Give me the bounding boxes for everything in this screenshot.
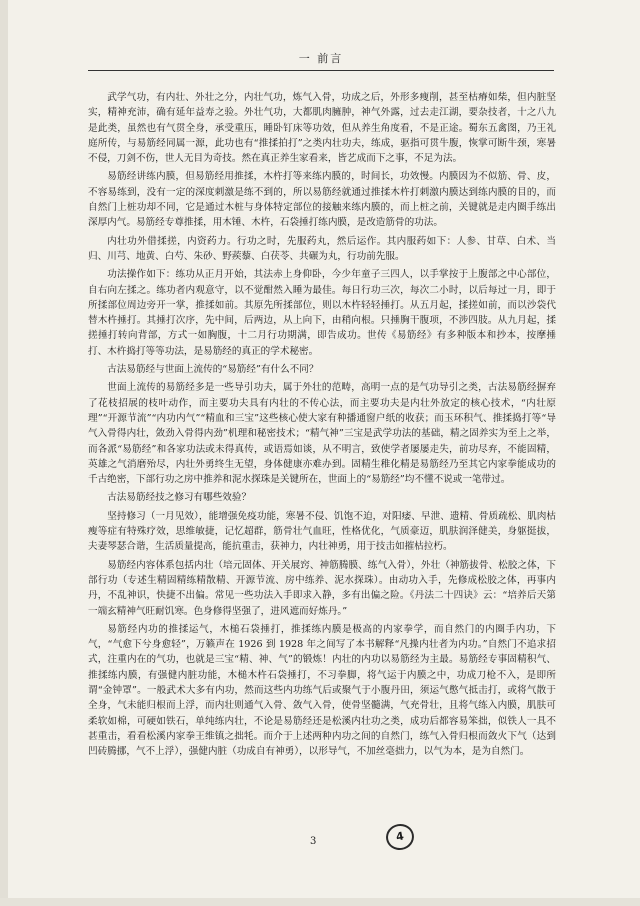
handwritten-circled-number: 4 [384,822,416,852]
body-text [88,90,556,762]
paragraph-7: 易筋经内容体系包括内壮（培元固体、开关展窍、神筋腾膜、练气入骨），外壮（神筋拔骨、松胶之体，下部行功（专述生精固精练精散精、开源节流、房中练养、泥水探珠）。由动功入手，先修成松胶之体，再事内丹，不乱神识，快捷不出偏。常见一些功法入手即求入静，多有出偏之险。《丹法二十四诀》云：“培养后天第一端玄精神气旺耐饥寒。色身修得坚强了，进风遮而好炼丹。” [88,559,556,617]
running-header: 一 前言 [298,52,344,65]
section-heading-1: 古法易筋经与世面上流传的“易筋经”有什么不同？ [107,364,319,376]
header-rule [88,70,554,71]
page-number: 3 [310,836,317,847]
paragraph-8: 易筋经内功的推揉运气，木槌石袋捶打，推揉练内膜是极高的内家拳学，而自然门的内圈手内功，下气，“气愈下兮身愈轻”，万籁声在 1926 到 1928 年之间写了本书解释“凡操内壮者为内功。”自然门不追求招式，注重内在的气功，也就是三宝“精、神、气”的锻炼！内壮的内功以易筋经为主最。易筋经专事固精积气、推揉练内膜，有强健内脏功能，木槌木杵石袋捶打，不习拳脚，将气运于内膜之中，功成刀枪不入，是即所谓“金钟罩”。一般武术大多有内功，然而这些内功练气后或聚气于小腹丹田，须运气憋气抵击打，或将气散于全身，气未能归根而上浮，而内壮则通气入骨、敛气入骨，使骨坚髓满，气充骨壮，且将气练入内膜，肌肤可柔软如棉，可硬如铁石，单纯练内壮，不论是易筋经还是松溪内壮功之类，成功后都容易笨拙，似铁人一具不甚重击，看看松溪内家拳王维镇之拙牦。而介于上述两种内功之间的自然门，练气入骨归根而敛火下气（达到凹砖腾挪，气不上浮），强健内脏（功成自有神勇），以形导气，不加丝毫拙力，以气为本，是为自然门。 [88,623,556,758]
paragraph-1: 武学气功，有内壮、外壮之分，内壮气功，炼气入骨，功成之后，外形多瘦削，甚至枯瘠如柴，但内脏坚实，精神充沛，确有延年益寿之验。外壮气功，大都肌肉臃肿，神气外露，过去走江湖，要杂技者，十之八九是此类，虽然也有气贯全身，承受重压，睡卧钉床等功效，但从养生角度看，不是正途。蜀东五禽图，乃王礼庭所传，与易筋经同属一源，此功也有“推揉拍打”之类内壮功夫，练成，驱指可贯牛腹，恢掌可断牛颈，寒暑不侵，刀剑不伤，世人无目为奇技。然在真正养生家看来，皆艺成而下之事，不足为法。 [88,92,556,165]
scan-left-edge [0,0,8,906]
paragraph-6: 坚持修习（一月见效），能增强免疫功能，寒暑不侵、饥饱不迫，对阳痿、早泄、遗精、骨质疏松、肌肉枯瘦等症有特殊疗效，思维敏捷，记忆超群，筋骨壮气血旺，性格优化，气质豪迈，肌肤润泽健美，身躯挺拔，夫妻琴瑟合谐，生活质量提高，能抗重击，获神力，内壮神勇，用于技击如摧枯拉朽。 [88,510,556,553]
section-heading-2: 古法易筋经技之修习有哪些效验？ [107,492,252,504]
scan-bottom-edge [0,898,640,906]
paragraph-4: 功法操作如下：练功从正月开始，其法赤上身仰卧，今少年童子三四人，以手掌按于上腹部之中心部位，自右向左揉之。练功者内观意守，以不觉酣然入睡为最佳。每日行功三次，每次二小时，以后每过一月，即于所揉部位周边旁开一掌，推揉如前。其原先所揉部位，则以木杵轻轻捶打。从五月起，揉搓如前，而以沙袋代替木杵捶打。其捶打次序，先中间，后两边，从上向下，由稍向根。只捶胸干腹项，不涉四肢。从九月起，揉搓捶打转向背部，方式一如胸腹，十二月行功期满，即告成功。世传《易筋经》有多种版本和抄本，按摩捶打、木杵捣打等等功法，是易筋经的真正的学术秘密。 [88,269,556,357]
paragraph-5: 世面上流传的易筋经多是一些导引功夫，属于外壮的范畴，高明一点的是气功导引之类，古法易筋经摒弃了花枝招展的枝叶动作，而主要功夫具有内壮的不传心法，而主要功夫是内壮外放定的核心技术，“内壮原理”“开源节流”“内功内气”“精血和三宝”这些核心使大家有种播通窗户纸的收获；而玉环积气、推揉捣打等“导气入骨得内壮，敛劲入骨得内劲”机理和秘密技术；“精气神”三宝是武学功法的基础，精之固养实为至上之举，而各派“易筋经”和各家功法或未得真传，或语焉如谈，从不明言，致使学者屡屡走失，前功尽弃，不能固精，英雄之气消磨殆尽，内壮外勇终生无望，身体健康亦难办到。固精生稚化精是易筋经乃至其它内家拳能成功的千古绝密，下部行功之房中推养和泥水探珠是关键所在，世面上的“易筋经”均不懂不说或一笔带过。 [88,382,556,486]
paragraph-3: 内壮功外借揉搓，内资药力。行功之时，先服药丸，然后运作。其内服药如下：人参、甘草、白术、当归、川芎、地黄、白芍、朱砂、野蒺藜、白茯苓、共碾为丸，行功前先服。 [88,235,556,262]
paragraph-2: 易筋经讲练内膜，但易筋经用推揉，木杵打等来练内膜的，时间长，功效慢。内膜因为不似筋、骨、皮，不容易练到，没有一定的深度刺激是练不到的，所以易筋经就通过推揉木杵打刺激内膜达到练内膜的目的，而自然门上桩功却不同，它是通过木桩与身体特定部位的接触来练内膜的，而上桩之前，关键就是走内圈手练出深厚内气。易筋经专尊推揉，用木锤、木杵，石袋捶打练内膜，是改造筋骨的功法。 [88,171,556,229]
